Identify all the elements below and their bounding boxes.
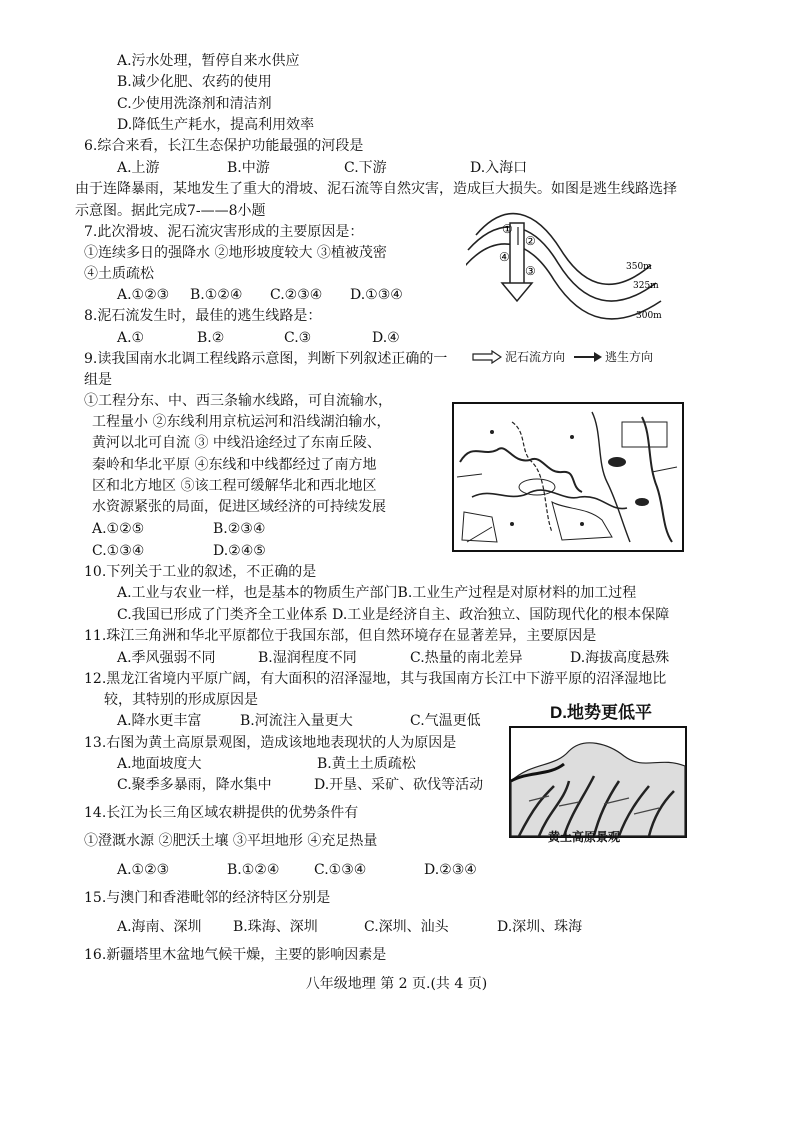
q15-option-d: D.深圳、珠海	[497, 919, 583, 935]
q12-option-b: B.河流注入量更大	[240, 713, 353, 729]
q10-options-cd: C.我国已形成了门类齐全工业体系 D.工业是经济自主、政治独立、国防现代化的根本保障	[117, 607, 670, 623]
q12-option-a: A.降水更丰富	[117, 713, 202, 729]
q5-option-a: A.污水处理，暂停自来水供应	[117, 53, 300, 69]
q5-option-c: C.少使用洗涤剂和清洁剂	[117, 96, 272, 112]
mudflow-arrow-icon	[472, 350, 502, 364]
loess-caption: 黄土高原景观	[548, 830, 621, 844]
loess-plateau-image	[509, 726, 687, 838]
q8-option-a: A.①	[117, 330, 145, 346]
q9-stem-2: 组是	[84, 372, 112, 388]
q9-statement-3: 黄河以北可自流 ③ 中线沿途经过了东南丘陵、	[92, 435, 381, 451]
water-diversion-map	[452, 402, 684, 552]
intro-line-2: 示意图。据此完成7-——8小题	[75, 203, 266, 219]
q7-line-1: ①连续多日的强降水 ②地形坡度较大 ③植被茂密	[84, 245, 387, 261]
q12-option-d: D.地势更低平	[550, 703, 652, 722]
q11-option-c: C.热量的南北差异	[410, 650, 523, 666]
q12-stem-1: 12.黑龙江省境内平原广阔，有大面积的沼泽湿地，其与我国南方长江中下游平原的沼泽湿地比	[84, 671, 667, 687]
q7-option-b: B.①②④	[190, 287, 243, 303]
q11-option-a: A.季风强弱不同	[117, 650, 216, 666]
q14-option-c: C.①③④	[314, 862, 367, 878]
q8-option-d: D.④	[372, 330, 400, 346]
intro-line-1: 由于连降暴雨，某地发生了重大的滑坡、泥石流等自然灾害，造成巨大损失。如图是逃生线路选择	[75, 181, 677, 197]
q7-line-2: ④土质疏松	[84, 266, 154, 282]
q7-stem: 7.此次滑坡、泥石流灾害形成的主要原因是：	[84, 224, 364, 240]
q6-option-d: D.入海口	[470, 160, 528, 176]
q8-option-b: B.②	[197, 330, 225, 346]
contour-label-350: 350m	[626, 262, 652, 272]
q14-statements: ①澄溉水源 ②肥沃土壤 ③平坦地形 ④充足热量	[84, 833, 378, 849]
q14-option-b: B.①②④	[227, 862, 280, 878]
q7-option-c: C.②③④	[270, 287, 323, 303]
contour-label-300: 300m	[636, 311, 662, 321]
page-footer: 八年级地理 第 2 页.(共 4 页)	[305, 976, 488, 992]
route-4-label: ④	[499, 250, 510, 264]
q11-option-b: B.湿润程度不同	[258, 650, 357, 666]
route-2-label: ②	[525, 234, 536, 248]
escape-route-diagram	[466, 205, 666, 335]
route-1-label: ①	[502, 222, 513, 236]
q16-stem: 16.新疆塔里木盆地气候干燥，主要的影响因素是	[84, 947, 387, 963]
q11-stem: 11.珠江三角洲和华北平原都位于我国东部，但自然环境存在显著差异，主要原因是	[84, 628, 597, 644]
q9-option-d: D.②④⑤	[213, 543, 266, 559]
q5-option-b: B.减少化肥、农药的使用	[117, 74, 272, 90]
q10-options-ab: A.工业与农业一样，也是基本的物质生产部门B.工业生产过程是对原材料的加工过程	[117, 585, 637, 601]
q6-stem: 6.综合来看，长江生态保护功能最强的河段是	[84, 138, 364, 154]
q9-statement-6: 水资源紧张的局面，促进区域经济的可持续发展	[92, 499, 386, 515]
q14-option-d: D.②③④	[424, 862, 477, 878]
q9-statement-1: ①工程分东、中、西三条输水线路，可自流输水，	[84, 393, 392, 409]
q9-statement-4: 秦岭和华北平原 ④东线和中线都经过了南方地	[92, 457, 377, 473]
q12-option-c: C.气温更低	[410, 713, 481, 729]
q14-stem: 14.长江为长三角区域农耕提供的优势条件有	[84, 805, 359, 821]
q8-option-c: C.③	[284, 330, 312, 346]
q14-option-a: A.①②③	[117, 862, 170, 878]
q13-option-b: B.黄土土质疏松	[317, 756, 416, 772]
q6-option-b: B.中游	[227, 160, 270, 176]
q15-option-b: B.珠海、深圳	[233, 919, 318, 935]
legend-mudflow-label: 泥石流方向	[505, 350, 566, 364]
q6-option-a: A.上游	[117, 160, 160, 176]
q15-stem: 15.与澳门和香港毗邻的经济特区分别是	[84, 890, 331, 906]
contour-label-325: 325m	[633, 281, 659, 291]
route-3-label: ③	[525, 264, 536, 278]
q9-option-a: A.①②⑤	[92, 521, 145, 537]
q9-option-c: C.①③④	[92, 543, 145, 559]
q13-stem: 13.右图为黄土高原景观图，造成该地地表现状的人为原因是	[84, 735, 457, 751]
q13-option-a: A.地面坡度大	[117, 756, 202, 772]
q15-option-a: A.海南、深圳	[117, 919, 202, 935]
q11-option-d: D.海拔高度悬殊	[570, 650, 670, 666]
q9-stem-1: 9.读我国南水北调工程线路示意图，判断下列叙述正确的一	[84, 351, 448, 367]
q10-stem: 10.下列关于工业的叙述，不正确的是	[84, 564, 317, 580]
escape-arrow-icon	[573, 350, 603, 364]
q5-option-d: D.降低生产耗水，提高利用效率	[117, 117, 315, 133]
q7-option-a: A.①②③	[117, 287, 170, 303]
q9-statement-5: 区和北方地区 ⑤该工程可缓解华北和西北地区	[92, 478, 377, 494]
q6-option-c: C.下游	[344, 160, 387, 176]
q12-stem-2: 较，其特别的形成原因是	[104, 692, 258, 708]
q13-option-d: D.开垦、采矿、砍伐等活动	[314, 777, 484, 793]
q15-option-c: C.深圳、汕头	[364, 919, 449, 935]
q9-option-b: B.②③④	[213, 521, 266, 537]
legend-escape-label: 逃生方向	[605, 350, 654, 364]
q7-option-d: D.①③④	[350, 287, 403, 303]
q13-option-c: C.聚季多暴雨，降水集中	[117, 777, 272, 793]
q9-statement-2: 工程量小 ②东线利用京杭运河和沿线湖泊输水，	[92, 414, 391, 430]
q8-stem: 8.泥石流发生时，最佳的逃生线路是：	[84, 308, 322, 324]
